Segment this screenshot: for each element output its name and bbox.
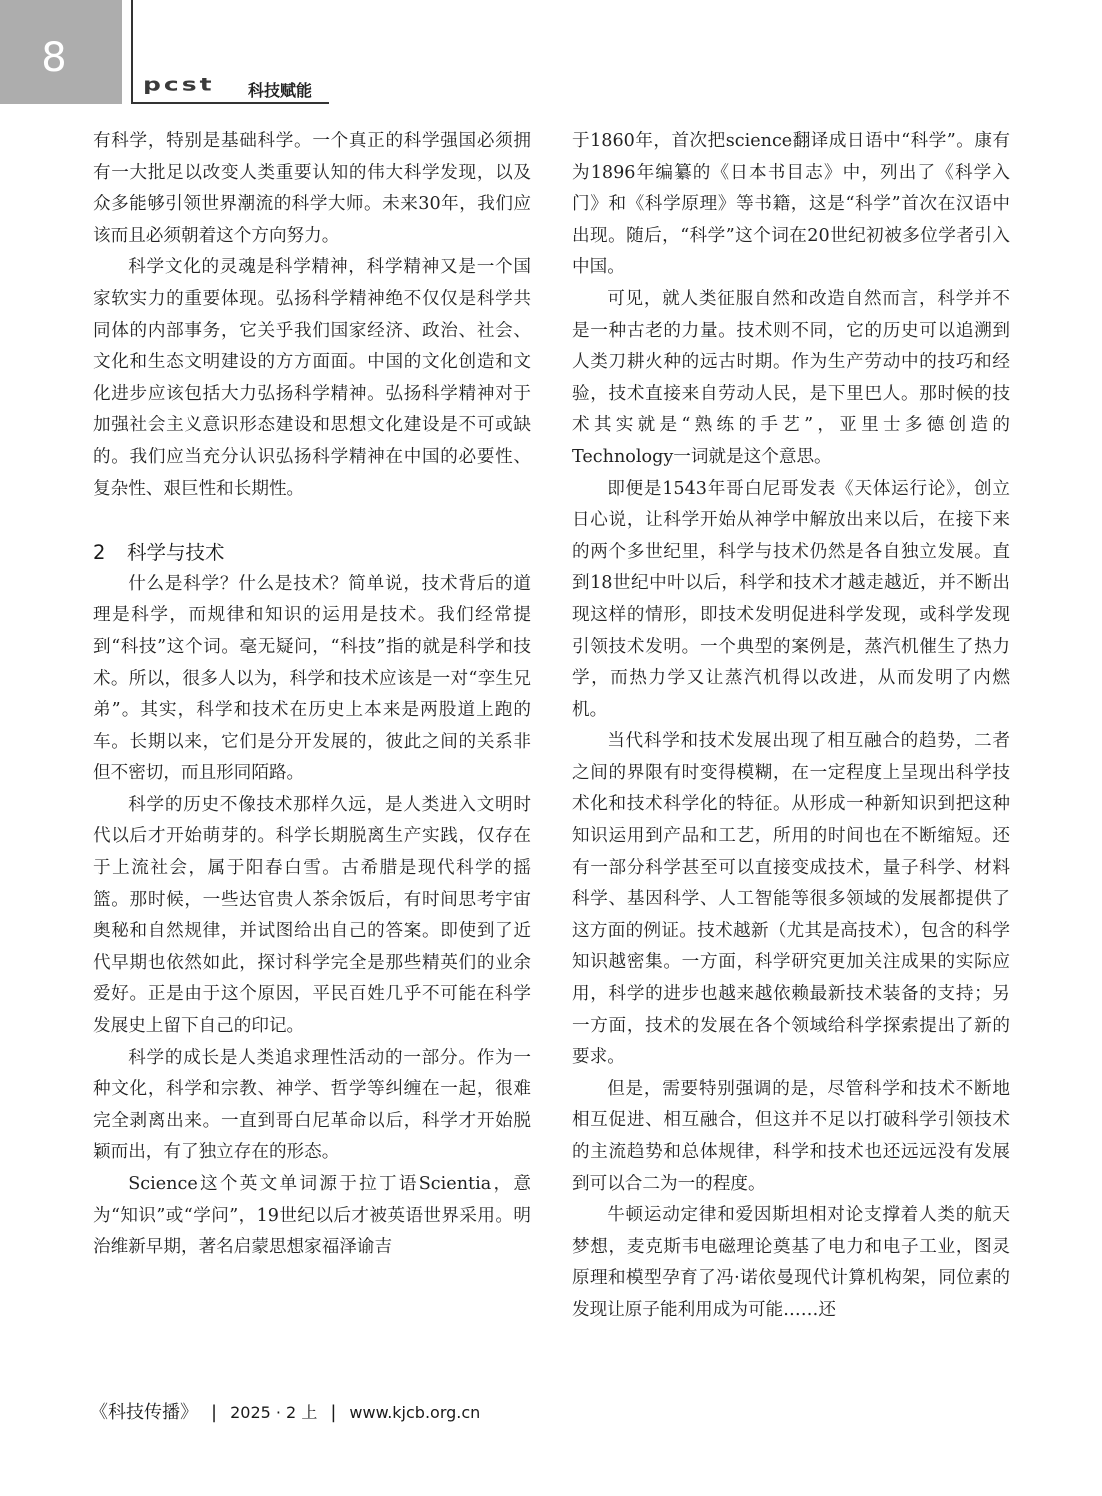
footer-url-link[interactable]: www.kjcb.org.cn — [349, 1403, 481, 1422]
paragraph: 可见，就人类征服自然和改造自然而言，科学并不是一种古老的力量。技术则不同，它的历史可以追溯到人类刀耕火种的远古时期。作为生产劳动中的技巧和经验，技术直接来自劳动人民，是下里巴人。那时候的技术其实就是“熟练的手艺”，亚里士多德创造的Technology一词就是这个意思。 — [572, 288, 1010, 467]
paragraph: 于1860年，首次把science翻译成日语中“科学”。康有为1896年编纂的《日本书目志》中，列出了《科学入门》和《科学原理》等书籍，这是“科学”首次在汉语中出现。随后，“科学”这个词在20世纪初被多位学者引入中国。 — [572, 131, 1010, 278]
paragraph: 科学文化的灵魂是科学精神，科学精神又是一个国家软实力的重要体现。弘扬科学精神绝不仅仅是科学共同体的内部事务，它关乎我们国家经济、政治、社会、文化和生态文明建设的方方面面。中国的文化创造和文化进步应该包括大力弘扬科学精神。弘扬科学精神对于加强社会主义意识形态建设和思想文化建设是不可或缺的。我们应当充分认识弘扬科学精神在中国的必要性、复杂性、艰巨性和长期性。 — [93, 257, 531, 499]
paragraph: Science这个英文单词源于拉丁语Scientia，意为“知识”或“学问”，19世纪以后才被英语世界采用。明治维新早期，著名启蒙思想家福泽谕吉 — [93, 1174, 531, 1258]
footer-journal-title: 《科技传播》 — [90, 1402, 198, 1423]
paragraph: 科学的历史不像技术那样久远，是人类进入文明时代以后才开始萌芽的。科学长期脱离生产实践，仅存在于上流社会，属于阳春白雪。古希腊是现代科学的摇篮。那时候，一些达官贵人茶余饭后，有时间思考宇宙奥秘和自然规律，并试图给出自己的答案。即使到了近代早期也依然如此，探讨科学完全是那些精英们的业余爱好。正是由于这个原因，平民百姓几乎不可能在科学发展史上留下自己的印记。 — [93, 794, 531, 1037]
footer-separator: | — [330, 1402, 337, 1423]
journal-logo: pcst — [143, 74, 215, 95]
page-footer — [90, 1398, 480, 1424]
section-number: 2 — [93, 541, 106, 565]
paragraph: 牛顿运动定律和爱因斯坦相对论支撑着人类的航天梦想，麦克斯韦电磁理论奠基了电力和电子工业，图灵原理和模型孕育了冯·诺依曼现代计算机构架，同位素的发现让原子能利用成为可能……还 — [572, 1205, 1010, 1320]
paragraph: 什么是科学？什么是技术？简单说，技术背后的道理是科学，而规律和知识的运用是技术。我们经常提到“科技”这个词。毫无疑问，“科技”指的就是科学和技术。所以，很多人以为，科学和技术应该是一对“孪生兄弟”。其实，科学和技术在历史上本来是两股道上跑的车。长期以来，它们是分开发展的，彼此之间的关系非但不密切，而且形同陌路。 — [93, 573, 531, 784]
header-underline — [131, 102, 329, 104]
paragraph: 有科学，特别是基础科学。一个真正的科学强国必须拥有一大批足以改变人类重要认知的伟大科学发现，以及众多能够引领世界潮流的科学大师。未来30年，我们应该而且必须朝着这个方向努力。 — [93, 131, 531, 246]
section-title: 科学与技术 — [127, 541, 225, 565]
paragraph: 但是，需要特别强调的是，尽管科学和技术不断地相互促进、相互融合，但这并不足以打破科学引领技术的主流趋势和总体规律，科学和技术也还远远没有发展到可以合二为一的程度。 — [572, 1078, 1010, 1194]
footer-issue: 2025 · 2 上 — [230, 1403, 318, 1422]
paragraph: 即便是1543年哥白尼哥发表《天体运行论》，创立日心说，让科学开始从神学中解放出来以后，在接下来的两个多世纪里，科学与技术仍然是各自独立发展。直到18世纪中叶以后，科学和技术才越走越近，并不断出现这样的情形，即技术发明促进科学发现，或科学发现引领技术发明。一个典型的案例是，蒸汽机催生了热力学，而热力学又让蒸汽机得以改进，从而发明了内燃机。 — [572, 478, 1010, 720]
header-vertical-rule — [131, 0, 133, 104]
paragraph: 科学的成长是人类追求理性活动的一部分。作为一种文化，科学和宗教、神学、哲学等纠缠在一起，很难完全剥离出来。一直到哥白尼革命以后，科学才开始脱颖而出，有了独立存在的形态。 — [93, 1047, 531, 1163]
section-heading — [93, 537, 531, 569]
paragraph: 当代科学和技术发展出现了相互融合的趋势，二者之间的界限有时变得模糊，在一定程度上呈现出科学技术化和技术科学化的特征。从形成一种新知识到把这种知识运用到产品和工艺，所用的时间也在不断缩短。还有一部分科学甚至可以直接变成技术，量子科学、材料科学、基因科学、人工智能等很多领域的发展都提供了这方面的例证。技术越新（尤其是高技术），包含的科学知识越密集。一方面，科学研究更加关注成果的实际应用，科学的进步也越来越依赖最新技术装备的支持；另一方面，技术的发展在各个领域给科学探索提出了新的要求。 — [572, 731, 1010, 1068]
right-column — [572, 126, 1010, 1327]
section-label: 科技赋能 — [248, 81, 313, 100]
left-column — [93, 126, 531, 1264]
page-number: 8 — [41, 35, 67, 81]
footer-separator: | — [211, 1402, 218, 1423]
